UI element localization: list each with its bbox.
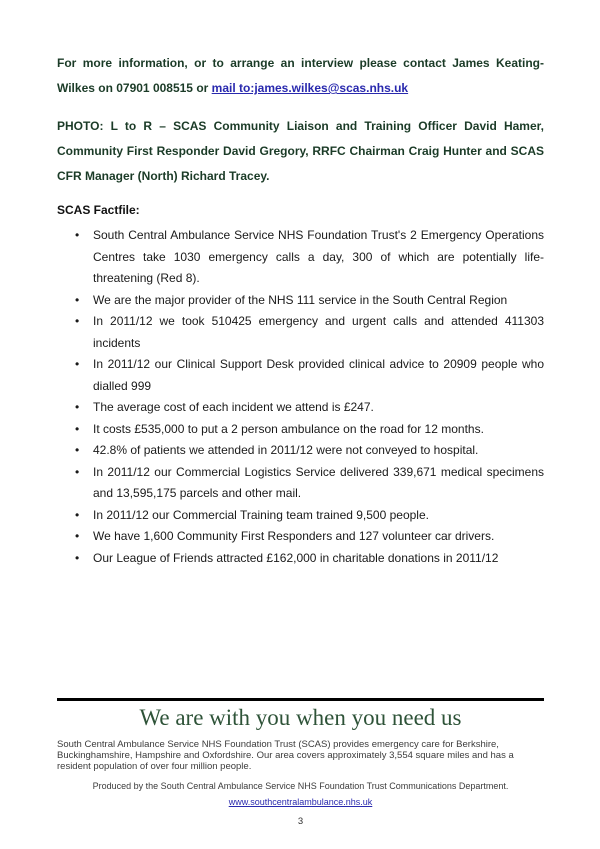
factfile-item-calls-incidents: • In 2011/12 we took 510425 emergency and urgent calls and attended 411303 incidents <box>93 311 544 354</box>
factfile-item-training: • In 2011/12 our Commercial Training team trained 9,500 people. <box>93 505 544 527</box>
factfile-heading: SCAS Factfile: <box>57 203 140 217</box>
factfile-item-not-conveyed: • 42.8% of patients we attended in 2011/12 were not conveyed to hospital. <box>93 440 544 462</box>
factfile-item-nhs111: • We are the major provider of the NHS 111 service in the South Central Region <box>93 290 544 312</box>
footer-produced-by: Produced by the South Central Ambulance Service NHS Foundation Trust Communications Department. <box>92 781 509 791</box>
contact-text: For more information, or to arrange an interview please contact James Keating-Wilkes on 07901 008515 or <box>57 56 544 95</box>
factfile-list <box>57 225 544 569</box>
website-link[interactable]: www.southcentralambulance.nhs.uk <box>228 797 373 807</box>
factfile-item-league-of-friends: • Our League of Friends attracted £162,000 in charitable donations in 2011/12 <box>93 548 544 570</box>
footer-divider <box>57 698 544 701</box>
page-content <box>57 51 544 569</box>
photo-caption: PHOTO: L to R – SCAS Community Liaison and Training Officer David Hamer, Community First Responder David Gregory, RRFC Chairman Craig Hunter and SCAS CFR Manager (North) Richard Tracey. <box>57 119 544 183</box>
factfile-item-ambulance-cost: • It costs £535,000 to put a 2 person ambulance on the road for 12 months. <box>93 419 544 441</box>
factfile-item-eoc-calls: • South Central Ambulance Service NHS Foundation Trust's 2 Emergency Operations Centres take 1030 emergency calls a day, 300 of which are potentially life-threatening (Red 8). <box>93 225 544 290</box>
factfile-item-clinical-support: • In 2011/12 our Clinical Support Desk provided clinical advice to 20909 people who dialled 999 <box>93 354 544 397</box>
footer-description: South Central Ambulance Service NHS Foundation Trust (SCAS) provides emergency care for Berkshire, Buckinghamshire, Hampshire and Oxfordshire. Our area covers approximately 3,554 square miles and has a resident population of over four million people. <box>57 739 514 772</box>
email-link[interactable]: mail to:james.wilkes@scas.nhs.uk <box>211 81 409 95</box>
page-footer <box>57 698 544 827</box>
factfile-item-average-cost: • The average cost of each incident we attend is £247. <box>93 397 544 419</box>
contact-paragraph <box>57 51 544 101</box>
tagline: We are with you when you need us <box>139 705 462 730</box>
page-number: 3 <box>297 816 304 827</box>
factfile-item-logistics: • In 2011/12 our Commercial Logistics Service delivered 339,671 medical specimens and 13,595,175 parcels and other mail. <box>93 462 544 505</box>
footer-site-line <box>57 792 544 810</box>
factfile-item-responders: • We have 1,600 Community First Responders and 127 volunteer car drivers. <box>93 526 544 548</box>
